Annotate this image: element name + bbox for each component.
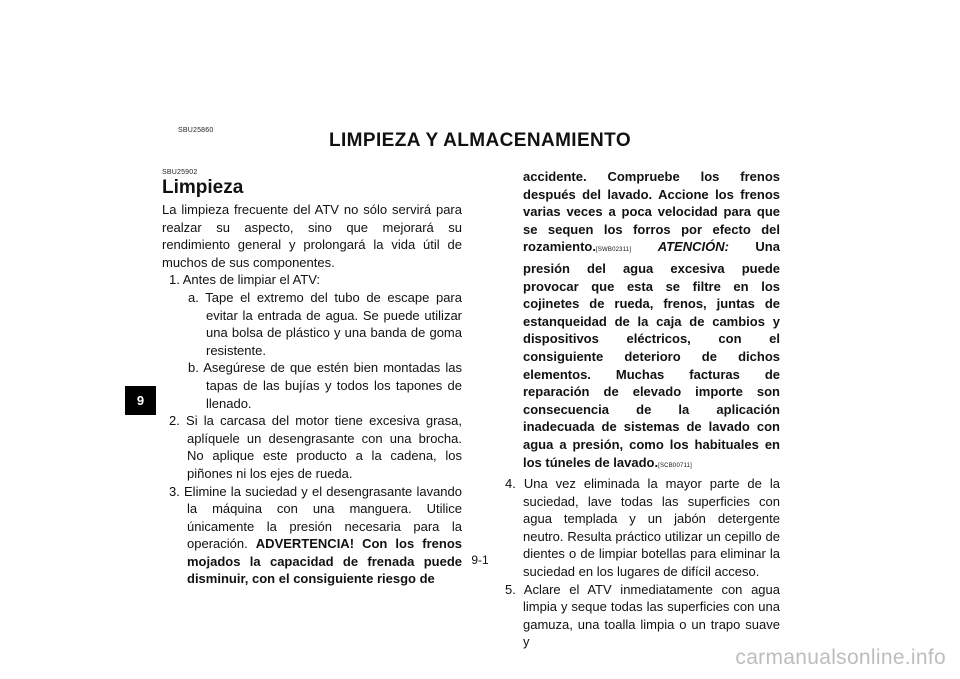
step-3-text: 3. Elimine la suciedad y el desengrasante lavando la máquina con una manguera. Utilice únicamente la presión necesaria para la operación. bbox=[169, 483, 462, 552]
step-1a: a. Tape el extremo del tubo de escape para evitar la entrada de agua. Se puede utilizar una bolsa de plástico y una banda de goma resistente. bbox=[188, 289, 462, 358]
step-3 bbox=[162, 483, 462, 589]
subsection-code: SBU25902 bbox=[162, 169, 198, 176]
caution-code: [SCB00711] bbox=[658, 462, 693, 469]
caution-text: Una presión del agua excesiva puede provocar que esta se filtre en los cojinetes de rueda, frenos, juntas de estanqueidad de la caja de cambios y dispositivos eléctricos, con el consiguiente deterioro de dichos elementos. Muchas facturas de reparación de elevado importe son consecuencia de la aplicación inadecuada de sistemas de lavado con agua a presión, como los habituales en los túneles de lavado. bbox=[523, 239, 780, 470]
warning-block bbox=[498, 168, 780, 475]
step-2: 2. Si la carcasa del motor tiene excesiva grasa, aplíquele un desengrasante con una brocha. No aplique este producto a la cadena, los piñones ni los ejes de rueda. bbox=[169, 413, 462, 481]
watermark: carmanualsonline.info bbox=[735, 646, 946, 669]
right-column bbox=[498, 168, 780, 651]
section-heading: Limpieza bbox=[162, 177, 244, 198]
step-1: 1. Antes de limpiar el ATV: bbox=[169, 272, 321, 288]
step-1b: b. Asegúrese de que estén bien montadas las tapas de las bujías y todos los tapones de llenado. bbox=[188, 360, 462, 411]
section-code: SBU25860 bbox=[178, 127, 214, 134]
warning-code: [SWB02311] bbox=[595, 247, 632, 254]
step-5: 5. Aclare el ATV inmediatamente con agua limpia y seque todas las superficies con una gamuza, una toalla limpia o un trapo suave y bbox=[505, 581, 780, 650]
page-number: 9-1 bbox=[471, 553, 489, 567]
intro-paragraph: La limpieza frecuente del ATV no sólo servirá para realzar su aspecto, sino que mejorará su rendimiento general y prolongará la vida útil de muchos de sus componentes. bbox=[162, 202, 462, 270]
warning-start: ADVERTENCIA! Con los frenos mojados la capacidad de frenada puede disminuir, con el consiguiente riesgo de bbox=[187, 536, 462, 587]
chapter-tab: 9 bbox=[125, 386, 156, 415]
step-4: 4. Una vez eliminada la mayor parte de la suciedad, lave todas las superficies con agua templada y un jabón detergente neutro. Resulta práctico utilizar un cepillo de dientes o de limpiar botellas para eliminar la suciedad en los lugares de difícil acceso. bbox=[505, 476, 780, 580]
warning-continued: accidente. Compruebe los frenos después del lavado. Accione los frenos varias veces a poca velocidad para que se sequen los forros por efecto del rozamiento. bbox=[523, 169, 780, 255]
caution-label: ATENCIÓN: bbox=[657, 239, 729, 255]
page-title: LIMPIEZA Y ALMACENAMIENTO bbox=[328, 130, 632, 151]
left-column bbox=[162, 168, 462, 588]
